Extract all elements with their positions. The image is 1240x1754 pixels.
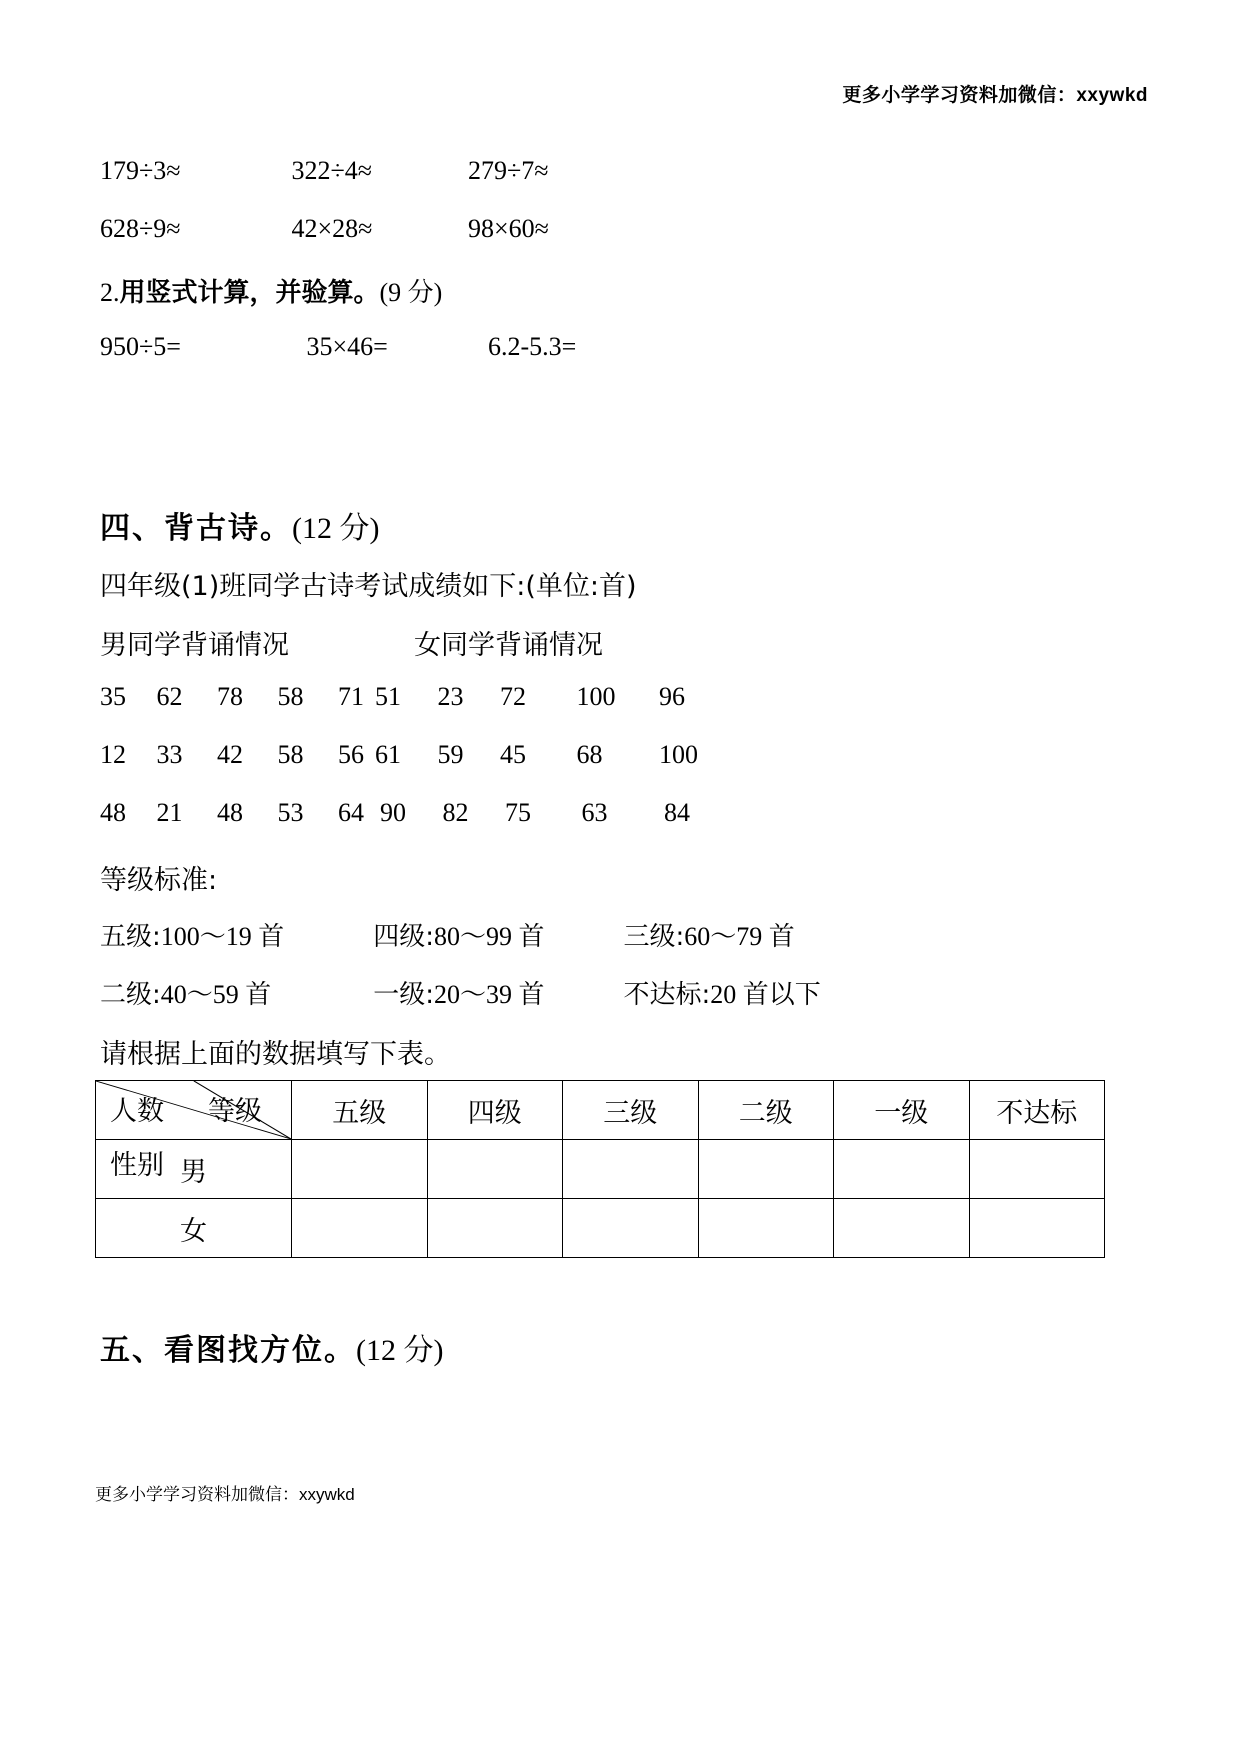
estimation-problem: 628÷9≈ [100,214,181,243]
estimation-row-1 [100,156,549,186]
table-header-row [96,1081,1105,1140]
standard-entry [624,974,821,1011]
grade-table-wrapper [95,1080,1105,1258]
section-five-points: (12 分) [356,1334,444,1367]
score-value: 12 [100,740,126,769]
section-five-heading [100,1325,443,1369]
score-value: 78 [217,682,243,711]
table-column-header: 二级 [698,1081,834,1140]
score-value: 53 [277,798,304,827]
estimation-problem: 279÷7≈ [468,156,549,185]
standard-range: 100～19 首 [160,922,285,951]
section-four-heading [100,503,379,547]
standard-range: 60～79 首 [684,922,795,951]
standard-range: 40～59 首 [160,980,272,1009]
score-value: 21 [156,798,183,827]
standard-name: 四级: [373,922,435,952]
table-cell[interactable] [563,1140,699,1199]
section-four-points: (12 分) [292,512,380,545]
score-value: 42 [217,740,243,769]
standard-name: 不达标: [623,980,711,1010]
estimation-row-2 [100,214,549,244]
footer-watermark: 更多小学学习资料加微信：xxywkd [95,1485,355,1504]
section-five-label: 五、看图找方位。 [100,1333,356,1368]
table-row-label-boys: 男 [96,1140,292,1199]
score-value: 68 [576,740,603,769]
score-value: 45 [500,740,526,769]
standard-name: 一级: [373,980,435,1010]
header-watermark: 更多小学学习资料加微信：xxywkd [842,85,1148,106]
estimation-problem: 179÷3≈ [100,156,181,185]
table-cell[interactable] [292,1199,428,1258]
standard-name: 二级: [100,980,161,1010]
score-value: 75 [505,798,531,827]
score-value: 59 [437,740,464,769]
table-column-header: 一级 [834,1081,970,1140]
score-value: 58 [277,682,304,711]
standard-entry [100,974,365,1011]
vertical-calc-problem: 35×46= [306,332,388,361]
standard-row-1 [100,916,795,953]
standard-name: 三级: [623,922,685,952]
table-column-header: 三级 [563,1081,699,1140]
standard-row-2 [100,974,821,1011]
boys-score-row [100,740,392,770]
score-value: 72 [500,682,526,711]
standard-range: 20～39 首 [434,980,545,1009]
table-cell[interactable] [834,1199,970,1258]
score-value: 23 [437,682,464,711]
table-cell[interactable] [427,1140,563,1199]
score-value: 51 [375,682,401,711]
vertical-calc-number: 2. [100,278,120,307]
table-cell[interactable] [834,1140,970,1199]
table-cell[interactable] [969,1140,1105,1199]
girls-score-row [375,682,715,712]
score-value: 62 [156,682,183,711]
estimation-problem: 42×28≈ [291,214,373,243]
vertical-calc-title: 用竖式计算，并验算。 [119,278,380,308]
standard-range: 20 首以下 [710,980,821,1009]
standard-range: 80～99 首 [434,922,545,951]
score-value: 71 [338,682,364,711]
corner-label-gender: 性别 [110,1150,164,1181]
table-cell[interactable] [292,1140,428,1199]
table-row [96,1199,1105,1258]
score-value: 56 [338,740,364,769]
standard-entry [373,916,615,953]
table-cell[interactable] [563,1199,699,1258]
vertical-calc-heading [100,272,442,309]
corner-label-count: 人数 [110,1096,164,1127]
corner-label-grade: 等级 [208,1096,262,1127]
standard-entry [100,916,365,953]
table-row-label-girls: 女 [96,1199,292,1258]
boys-score-row [100,682,392,712]
score-value: 64 [338,798,364,827]
score-value: 35 [100,682,126,711]
vertical-calc-points: (9 分) [379,278,443,307]
table-corner-cell [96,1081,292,1181]
score-value: 61 [375,740,401,769]
table-cell[interactable] [698,1140,834,1199]
girls-score-row [375,740,715,770]
table-column-header: 四级 [427,1081,563,1140]
score-value: 100 [576,682,616,711]
grade-table [95,1080,1105,1258]
table-column-header: 五级 [292,1081,428,1140]
girls-heading: 女同学背诵情况 [414,630,603,661]
boys-score-row [100,798,392,828]
boys-heading: 男同学背诵情况 [100,630,289,661]
vertical-calc-problem: 6.2-5.3= [488,332,577,361]
standard-entry [373,974,615,1011]
score-value: 96 [659,682,685,711]
table-row [96,1140,1105,1199]
girls-score-row [380,798,720,828]
table-instruction: 请根据上面的数据填写下表。 [100,1039,451,1070]
section-four-label: 四、背古诗。 [100,511,292,546]
table-cell[interactable] [427,1199,563,1258]
vertical-calc-problem: 950÷5= [100,332,181,361]
standard-name: 五级: [100,922,161,952]
standard-title: 等级标准: [100,865,218,896]
score-value: 58 [277,740,304,769]
table-column-header: 不达标 [969,1081,1105,1140]
score-value: 33 [156,740,183,769]
score-value: 63 [581,798,608,827]
table-cell[interactable] [698,1199,834,1258]
score-value: 84 [664,798,690,827]
score-value: 90 [380,798,406,827]
table-cell[interactable] [969,1199,1105,1258]
score-value: 100 [659,740,698,769]
section-four-intro: 四年级(1)班同学古诗考试成绩如下:(单位:首) [100,571,637,602]
score-value: 48 [100,798,126,827]
score-value: 48 [217,798,243,827]
score-value: 82 [442,798,469,827]
standard-entry [624,916,795,953]
vertical-calc-problems [100,332,576,362]
estimation-problem: 98×60≈ [468,214,549,243]
estimation-problem: 322÷4≈ [291,156,373,185]
